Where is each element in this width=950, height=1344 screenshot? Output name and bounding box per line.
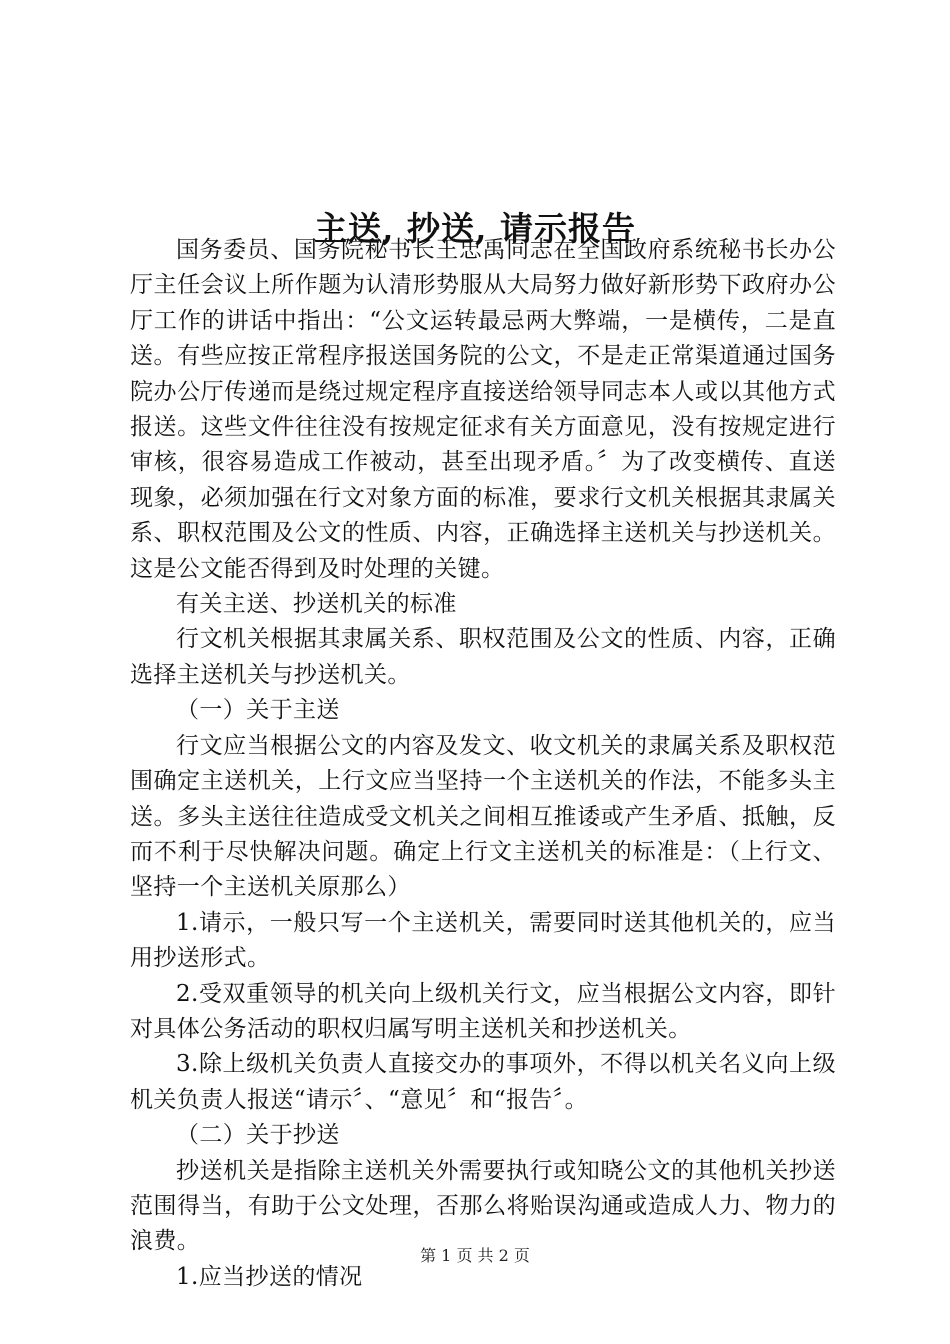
heading-standards: 有关主送、抄送机关的标准 — [176, 591, 457, 618]
heading-main-recipient: （一）关于主送 — [176, 697, 340, 724]
page-number: 第 1 页 共 2 页 — [420, 1246, 530, 1265]
list-item-3: 3.除上级机关负责人直接交办的事项外，不得以机关名义向上级机关负责人报送“请示〞、“意见〞和“报告〞。 — [130, 1051, 836, 1113]
paragraph-main-recipient: 行文应当根据公文的内容及发文、收文机关的隶属关系及职权范围确定主送机关，上行文应当坚持一个主送机关的作法，不能多头主送。多头主送往往造成受文机关之间相互推诿或产生矛盾、抵触，反而不利于尽快解决问题。确定上行文主送机关的标准是：（上行文、坚持一个主送机关原那么） — [130, 732, 836, 901]
paragraph-standards: 行文机关根据其隶属关系、职权范围及公文的性质、内容，正确选择主送机关与抄送机关。 — [130, 626, 836, 688]
paragraph-intro: 国务委员、国务院秘书长王忠禹同志在全国政府系统秘书长办公厅主任会议上所作题为认清形势服从大局努力做好新形势下政府办公厅工作的讲话中指出：“公文运转最忌两大弊端，一是横传，二是直送。有些应按正常程序报送国务院的公文，不是走正常渠道通过国务院办公厅传递而是绕过规定程序直接送给领导同志本人或以其他方式报送。这些文件往往没有按规定征求有关方面意见，没有按规定进行审核，很容易造成工作被动，甚至出现矛盾。〞为了改变横传、直送现象，必须加强在行文对象方面的标准，要求行文机关根据其隶属关系、职权范围及公文的性质、内容，正确选择主送机关与抄送机关。这是公文能否得到及时处理的关键。 — [130, 237, 836, 582]
document-title: 主送, 抄送, 请示报告 — [314, 209, 636, 249]
heading-copy-recipient: （二）关于抄送 — [176, 1122, 340, 1149]
paragraph-copy-recipient: 抄送机关是指除主送机关外需要执行或知晓公文的其他机关抄送范围得当，有助于公文处理，否那么将贻误沟通或造成人力、物力的浪费。 — [130, 1157, 836, 1255]
list-item-2: 2.受双重领导的机关向上级机关行文，应当根据公文内容，即针对具体公务活动的职权归属写明主送机关和抄送机关。 — [130, 980, 836, 1042]
list-item-1: 1.请示，一般只写一个主送机关，需要同时送其他机关的，应当用抄送形式。 — [130, 909, 836, 972]
list-item-copy-1: 1.应当抄送的情况 — [176, 1263, 363, 1290]
document-body — [130, 233, 836, 1295]
